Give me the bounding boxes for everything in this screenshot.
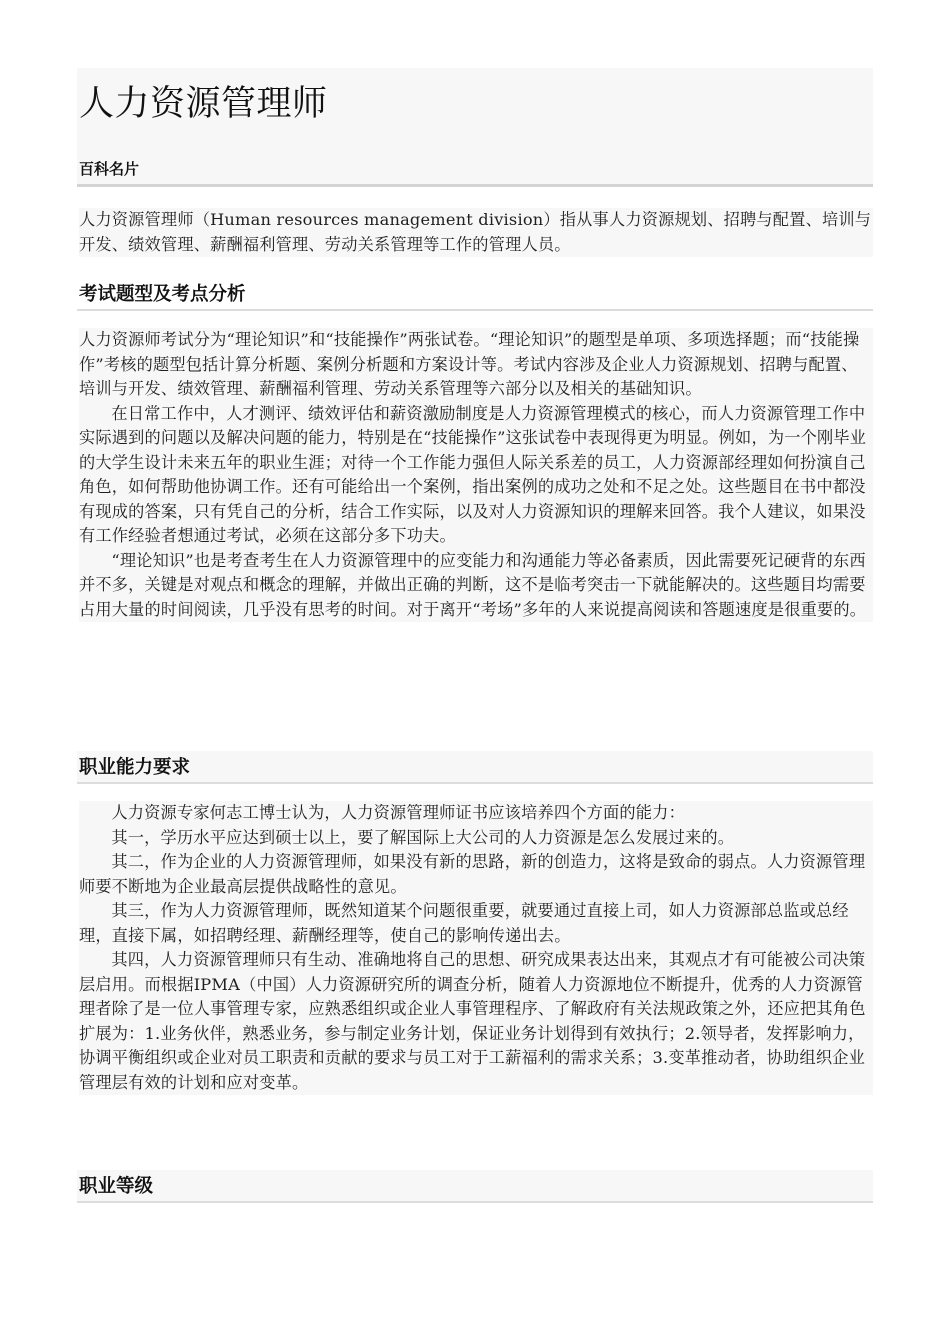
section-heading-ability: 职业能力要求	[77, 751, 873, 784]
ability-paragraph-2: 其一，学历水平应达到硕士以上，要了解国际上大公司的人力资源是怎么发展过来的。	[111, 827, 735, 847]
exam-paragraph-3: “理论知识”也是考查考生在人力资源管理中的应变能力和沟通能力等必备素质，因此需要死记硬背的东西并不多，关键是对观点和概念的理解，并做出正确的判断，这不是临考突击一下就能解决的。这些题目均需要占用大量的时间阅读，几乎没有思考的时间。对于离开“考场”多年的人来说提高阅读和答题速度是很重要的。	[79, 550, 867, 619]
intro-text: 人力资源管理师（Human resources management division）指从事人力资源规划、招聘与配置、培训与开发、绩效管理、薪酬福利管理、劳动关系管理等工作的管理人员。	[79, 208, 873, 257]
exam-paragraph-1: 人力资源师考试分为“理论知识”和“技能操作”两张试卷。“理论知识”的题型是单项、多项选择题；而“技能操作”考核的题型包括计算分析题、案例分析题和方案设计等。考试内容涉及企业人力资源规划、招聘与配置、培训与开发、绩效管理、薪酬福利管理、劳动关系管理等六部分以及相关的基础知识。	[79, 330, 860, 398]
intro-paragraph	[79, 208, 873, 257]
page-title: 人力资源管理师	[79, 84, 328, 124]
encyclopedia-card-label: 百科名片	[79, 160, 140, 178]
section-heading-level: 职业等级	[77, 1170, 873, 1203]
exam-paragraph-2: 在日常工作中，人才测评、绩效评估和薪资激励制度是人力资源管理模式的核心，而人力资源管理工作中实际遇到的问题以及解决问题的能力，特别是在“技能操作”这张试卷中表现得更为明显。例如，为一个刚毕业的大学生设计未来五年的职业生涯；对待一个工作能力强但人际关系差的员工，人力资源部经理如何扮演自己角色，如何帮助他协调工作。还有可能给出一个案例，指出案例的成功之处和不足之处。这些题目在书中都没有现成的答案，只有凭自己的分析，结合工作实际，以及对人力资源知识的理解来回答。我个人建议，如果没有工作经验者想通过考试，必须在这部分多下功夫。	[79, 403, 867, 545]
section-body-exam	[79, 328, 873, 622]
ability-paragraph-4: 其三，作为人力资源管理师，既然知道某个问题很重要，就要通过直接上司，如人力资源部总监或总经理，直接下属，如招聘经理、薪酬经理等，使自己的影响传递出去。	[79, 901, 849, 945]
ability-paragraph-3: 其二，作为企业的人力资源管理师，如果没有新的思路，新的创造力，这将是致命的弱点。人力资源管理师要不断地为企业最高层提供战略性的意见。	[79, 852, 866, 896]
section-heading-exam: 考试题型及考点分析	[77, 278, 873, 311]
ability-paragraph-5: 其四，人力资源管理师只有生动、准确地将自己的思想、研究成果表达出来，其观点才有可能被公司决策层启用。而根据IPMA（中国）人力资源研究所的调查分析，随着人力资源地位不断提升，优秀的人力资源管理者除了是一位人事管理专家，应熟悉组织或企业人事管理程序、了解政府有关法规政策之外，还应把其角色扩展为：1.业务伙伴，熟悉业务，参与制定业务计划，保证业务计划得到有效执行；2.领导者，发挥影响力，协调平衡组织或企业对员工职责和贡献的要求与员工对于工薪福利的需求关系；3.变革推动者，协助组织企业管理层有效的计划和应对变革。	[79, 950, 866, 1092]
section-body-ability	[79, 801, 873, 1095]
title-block	[77, 68, 873, 187]
ability-paragraph-1: 人力资源专家何志工博士认为，人力资源管理师证书应该培养四个方面的能力：	[111, 803, 685, 822]
